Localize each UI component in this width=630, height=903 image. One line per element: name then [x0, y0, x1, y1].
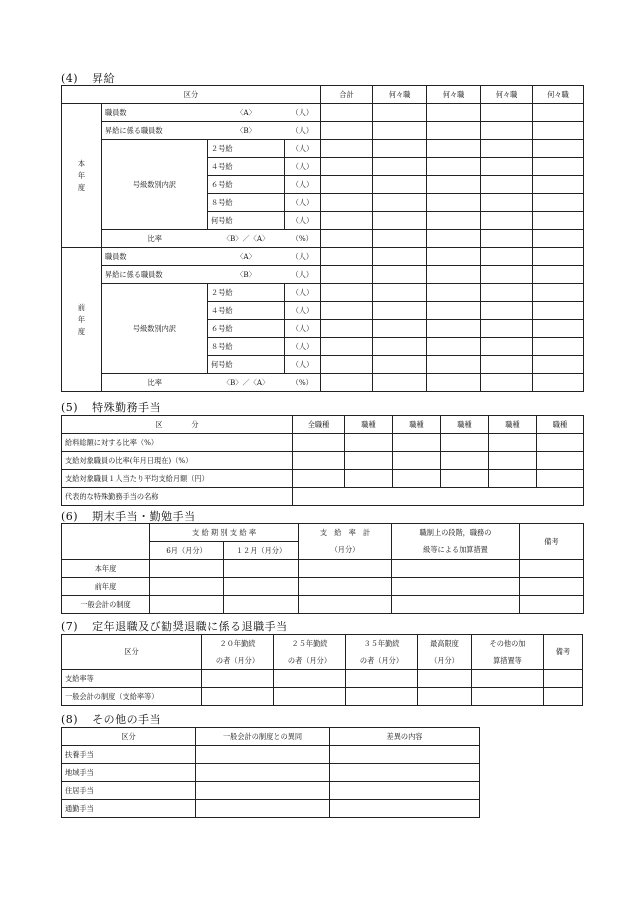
section-4-title: (4) 昇給	[61, 72, 116, 85]
input-cell[interactable]	[393, 470, 441, 488]
input-cell[interactable]	[427, 284, 481, 302]
input-cell[interactable]	[427, 338, 481, 356]
header-kubun: 区分	[62, 728, 196, 746]
header-job: 職種	[537, 416, 584, 434]
input-cell[interactable]	[150, 596, 224, 614]
input-cell[interactable]	[481, 212, 533, 230]
input-cell[interactable]	[224, 578, 299, 596]
input-cell[interactable]	[224, 596, 299, 614]
grade-label: ８号給	[208, 194, 285, 212]
input-cell[interactable]	[533, 176, 584, 194]
grade-label: ６号給	[208, 176, 285, 194]
input-cell[interactable]	[427, 194, 481, 212]
current-year-label: 本 年 度	[62, 104, 102, 248]
row-label: 支給対象職員１人当たり平均支給月額（円）	[62, 470, 293, 488]
input-cell[interactable]	[330, 764, 480, 782]
header-note: 備考	[520, 524, 584, 560]
input-cell[interactable]	[427, 176, 481, 194]
header-job: 職種	[393, 416, 441, 434]
input-cell[interactable]	[150, 560, 224, 578]
section-8-title: (8) その他の手当	[61, 713, 162, 726]
input-cell[interactable]	[274, 670, 346, 688]
input-cell[interactable]	[427, 266, 481, 284]
input-cell[interactable]	[472, 670, 544, 688]
input-cell[interactable]	[481, 158, 533, 176]
input-cell[interactable]	[373, 374, 427, 392]
input-cell[interactable]	[481, 248, 533, 266]
ratio-code: 〈B〉／〈A〉	[208, 374, 285, 392]
header-25y-unit: の者（月分）	[274, 652, 346, 670]
row-label: 一般会計の制度	[62, 596, 150, 614]
header-all-jobs: 全職種	[293, 416, 345, 434]
header-june: 6月（月分）	[150, 542, 224, 560]
previous-year-label: 前 年 度	[62, 248, 102, 392]
raise-code: 〈B〉	[208, 122, 285, 140]
header-max-unit: （月分）	[418, 652, 472, 670]
grade-label: ４号給	[208, 158, 285, 176]
input-cell[interactable]	[346, 688, 418, 706]
input-cell[interactable]	[472, 688, 544, 706]
input-cell[interactable]	[321, 104, 373, 122]
input-cell[interactable]	[321, 230, 373, 248]
header-note: 備考	[544, 635, 583, 670]
unit: （%）	[285, 374, 321, 392]
header-detail: 差異の内容	[330, 728, 480, 746]
header-job: 職種	[441, 416, 489, 434]
input-cell[interactable]	[489, 434, 537, 452]
input-cell[interactable]	[321, 284, 373, 302]
grade-label: ４号給	[208, 302, 285, 320]
input-cell[interactable]	[533, 266, 584, 284]
input-cell[interactable]	[373, 230, 427, 248]
input-cell[interactable]	[392, 596, 520, 614]
input-cell[interactable]	[196, 782, 330, 800]
row-label: 扶養手当	[62, 746, 196, 764]
input-cell[interactable]	[481, 266, 533, 284]
row-label: 通勤手当	[62, 800, 196, 818]
input-cell[interactable]	[345, 470, 393, 488]
header-total-unit: （月分）	[299, 542, 392, 560]
input-cell[interactable]	[345, 434, 393, 452]
header-difference: 一般会計の制度との異同	[196, 728, 330, 746]
input-cell[interactable]	[533, 374, 584, 392]
input-cell[interactable]	[481, 122, 533, 140]
input-cell[interactable]	[321, 122, 373, 140]
raise-staff-label: 昇給に係る職員数	[102, 122, 208, 140]
header-kubun: 区 分	[62, 416, 293, 434]
unit: （%）	[285, 230, 321, 248]
unit: （人）	[285, 266, 321, 284]
input-cell[interactable]	[321, 140, 373, 158]
input-cell[interactable]	[293, 434, 345, 452]
input-cell[interactable]	[373, 356, 427, 374]
section-5-title: (5) 特殊勤務手当	[61, 401, 162, 414]
input-cell[interactable]	[481, 176, 533, 194]
input-cell[interactable]	[224, 560, 299, 578]
row-label: 支給対象職員の比率(年月日現在)（%）	[62, 452, 293, 470]
ratio-label: 比率	[102, 374, 208, 392]
staff-code: 〈A〉	[208, 248, 285, 266]
input-cell[interactable]	[533, 230, 584, 248]
header-35y-unit: の者（月分）	[346, 652, 418, 670]
input-cell[interactable]	[520, 578, 584, 596]
input-cell[interactable]	[427, 374, 481, 392]
header-other-2: 算措置等	[472, 652, 544, 670]
raise-code: 〈B〉	[208, 266, 285, 284]
row-label: 地域手当	[62, 764, 196, 782]
header-period: 支 給 期 別 支 給 率	[150, 524, 299, 542]
staff-label: 職員数	[102, 248, 208, 266]
input-cell[interactable]	[330, 782, 480, 800]
input-cell[interactable]	[481, 104, 533, 122]
input-cell[interactable]	[441, 434, 489, 452]
unit: （人）	[285, 302, 321, 320]
input-cell[interactable]	[321, 266, 373, 284]
header-job: 何々職	[373, 86, 427, 104]
input-cell[interactable]	[427, 140, 481, 158]
unit: （人）	[285, 212, 321, 230]
input-cell[interactable]	[537, 452, 584, 470]
unit: （人）	[285, 320, 321, 338]
unit: （人）	[285, 104, 321, 122]
row-label: 住居手当	[62, 782, 196, 800]
input-cell[interactable]	[533, 338, 584, 356]
ratio-code: 〈B〉／〈A〉	[208, 230, 285, 248]
input-cell[interactable]	[533, 248, 584, 266]
input-cell[interactable]	[373, 248, 427, 266]
section-6-title: (6) 期末手当・勤勉手当	[61, 510, 196, 523]
input-cell[interactable]	[427, 320, 481, 338]
input-cell[interactable]	[321, 302, 373, 320]
input-cell[interactable]	[321, 158, 373, 176]
grade-label: ２号給	[208, 140, 285, 158]
input-cell[interactable]	[393, 452, 441, 470]
input-cell[interactable]	[533, 284, 584, 302]
input-cell[interactable]	[533, 320, 584, 338]
raise-table	[61, 85, 584, 392]
input-cell[interactable]	[533, 194, 584, 212]
retirement-allowance-table	[61, 634, 583, 706]
header-december: １２月（月分）	[224, 542, 299, 560]
input-cell[interactable]	[533, 140, 584, 158]
input-cell[interactable]	[202, 688, 274, 706]
input-cell[interactable]	[373, 212, 427, 230]
input-cell[interactable]	[346, 670, 418, 688]
header-add-1: 職制上の段階，職務の	[392, 524, 520, 542]
input-cell[interactable]	[321, 212, 373, 230]
input-cell[interactable]	[427, 104, 481, 122]
input-cell[interactable]	[427, 356, 481, 374]
input-cell[interactable]	[427, 122, 481, 140]
input-cell[interactable]	[321, 248, 373, 266]
header-other: その他の加	[472, 635, 544, 653]
input-cell[interactable]	[481, 284, 533, 302]
input-cell[interactable]	[373, 122, 427, 140]
input-cell[interactable]	[321, 374, 373, 392]
section-7-title: (7) 定年退職及び勧奨退職に係る退職手当	[61, 620, 288, 633]
input-cell[interactable]	[489, 452, 537, 470]
input-cell[interactable]	[427, 302, 481, 320]
special-allowance-table	[61, 415, 584, 506]
input-cell[interactable]	[481, 140, 533, 158]
other-allowances-table	[61, 727, 480, 818]
unit: （人）	[285, 122, 321, 140]
grade-label: ２号給	[208, 284, 285, 302]
input-cell[interactable]	[373, 320, 427, 338]
input-cell[interactable]	[373, 302, 427, 320]
input-cell[interactable]	[481, 356, 533, 374]
header-add-2: 級等による加算措置	[392, 542, 520, 560]
input-cell[interactable]	[321, 338, 373, 356]
input-cell[interactable]	[150, 578, 224, 596]
header-job: 職種	[489, 416, 537, 434]
input-cell[interactable]	[441, 470, 489, 488]
input-cell[interactable]	[392, 578, 520, 596]
input-cell[interactable]	[544, 688, 583, 706]
header-kubun: 区分	[62, 635, 202, 670]
grade-label: ６号給	[208, 320, 285, 338]
unit: （人）	[285, 338, 321, 356]
unit: （人）	[285, 248, 321, 266]
input-cell[interactable]	[293, 452, 345, 470]
input-cell[interactable]	[321, 176, 373, 194]
input-cell[interactable]	[520, 596, 584, 614]
input-cell[interactable]	[196, 800, 330, 818]
header-max: 最高限度	[418, 635, 472, 653]
input-cell[interactable]	[321, 356, 373, 374]
header-job: 何々職	[427, 86, 481, 104]
ratio-label: 比率	[102, 230, 208, 248]
input-cell[interactable]	[481, 194, 533, 212]
input-cell[interactable]	[299, 578, 392, 596]
staff-label: 職員数	[102, 104, 208, 122]
input-cell[interactable]	[533, 356, 584, 374]
staff-code: 〈A〉	[208, 104, 285, 122]
input-cell[interactable]	[202, 670, 274, 688]
input-cell[interactable]	[330, 800, 480, 818]
input-cell[interactable]	[196, 764, 330, 782]
unit: （人）	[285, 140, 321, 158]
header-20y: ２０年勤続	[202, 635, 274, 653]
header-kubun: 区分	[62, 86, 321, 104]
input-cell[interactable]	[481, 230, 533, 248]
input-cell[interactable]	[481, 338, 533, 356]
input-cell[interactable]	[441, 452, 489, 470]
input-cell[interactable]	[373, 266, 427, 284]
header-job: 何々職	[481, 86, 533, 104]
input-cell[interactable]	[373, 176, 427, 194]
input-cell[interactable]	[481, 374, 533, 392]
input-cell[interactable]	[537, 470, 584, 488]
input-cell[interactable]	[373, 158, 427, 176]
input-cell[interactable]	[373, 104, 427, 122]
input-cell[interactable]	[392, 560, 520, 578]
input-cell[interactable]	[533, 212, 584, 230]
input-cell[interactable]	[533, 104, 584, 122]
row-label: 前年度	[62, 578, 150, 596]
input-cell[interactable]	[330, 746, 480, 764]
input-cell[interactable]	[299, 596, 392, 614]
input-cell[interactable]	[373, 284, 427, 302]
header-job: 職種	[345, 416, 393, 434]
input-cell[interactable]	[293, 488, 584, 506]
input-cell[interactable]	[274, 688, 346, 706]
input-cell[interactable]	[196, 746, 330, 764]
input-cell[interactable]	[533, 158, 584, 176]
input-cell[interactable]	[533, 302, 584, 320]
input-cell[interactable]	[321, 320, 373, 338]
input-cell[interactable]	[373, 338, 427, 356]
unit: （人）	[285, 158, 321, 176]
input-cell[interactable]	[427, 248, 481, 266]
raise-staff-label: 昇給に係る職員数	[102, 266, 208, 284]
input-cell[interactable]	[489, 470, 537, 488]
row-label: 給料総額に対する比率（%）	[62, 434, 293, 452]
grade-label: 何号給	[208, 212, 285, 230]
row-label: 代表的な特殊勤務手当の名称	[62, 488, 293, 506]
input-cell[interactable]	[373, 140, 427, 158]
input-cell[interactable]	[481, 302, 533, 320]
input-cell[interactable]	[544, 670, 583, 688]
unit: （人）	[285, 284, 321, 302]
input-cell[interactable]	[418, 670, 472, 688]
row-label: 本年度	[62, 560, 150, 578]
input-cell[interactable]	[533, 122, 584, 140]
input-cell[interactable]	[537, 434, 584, 452]
grade-label: ８号給	[208, 338, 285, 356]
row-label: 一般会計の制度（支給率等）	[62, 688, 202, 706]
header-total: 支 給 率 計	[299, 524, 392, 542]
input-cell[interactable]	[427, 212, 481, 230]
row-label: 支給率等	[62, 670, 202, 688]
header-25y: ２５年勤続	[274, 635, 346, 653]
header-blank	[62, 524, 150, 560]
unit: （人）	[285, 356, 321, 374]
breakdown-label: 号級数別内訳	[102, 140, 208, 230]
input-cell[interactable]	[481, 320, 533, 338]
header-job: 何々職	[533, 86, 584, 104]
input-cell[interactable]	[373, 194, 427, 212]
header-20y-unit: の者（月分）	[202, 652, 274, 670]
header-total: 合計	[321, 86, 373, 104]
breakdown-label: 号級数別内訳	[102, 284, 208, 374]
input-cell[interactable]	[393, 434, 441, 452]
input-cell[interactable]	[427, 230, 481, 248]
input-cell[interactable]	[520, 560, 584, 578]
input-cell[interactable]	[427, 158, 481, 176]
input-cell[interactable]	[293, 470, 345, 488]
input-cell[interactable]	[321, 194, 373, 212]
term-end-allowance-table	[61, 523, 584, 614]
grade-label: 何号給	[208, 356, 285, 374]
unit: （人）	[285, 194, 321, 212]
unit: （人）	[285, 176, 321, 194]
input-cell[interactable]	[345, 452, 393, 470]
header-35y: ３５年勤続	[346, 635, 418, 653]
input-cell[interactable]	[299, 560, 392, 578]
input-cell[interactable]	[418, 688, 472, 706]
